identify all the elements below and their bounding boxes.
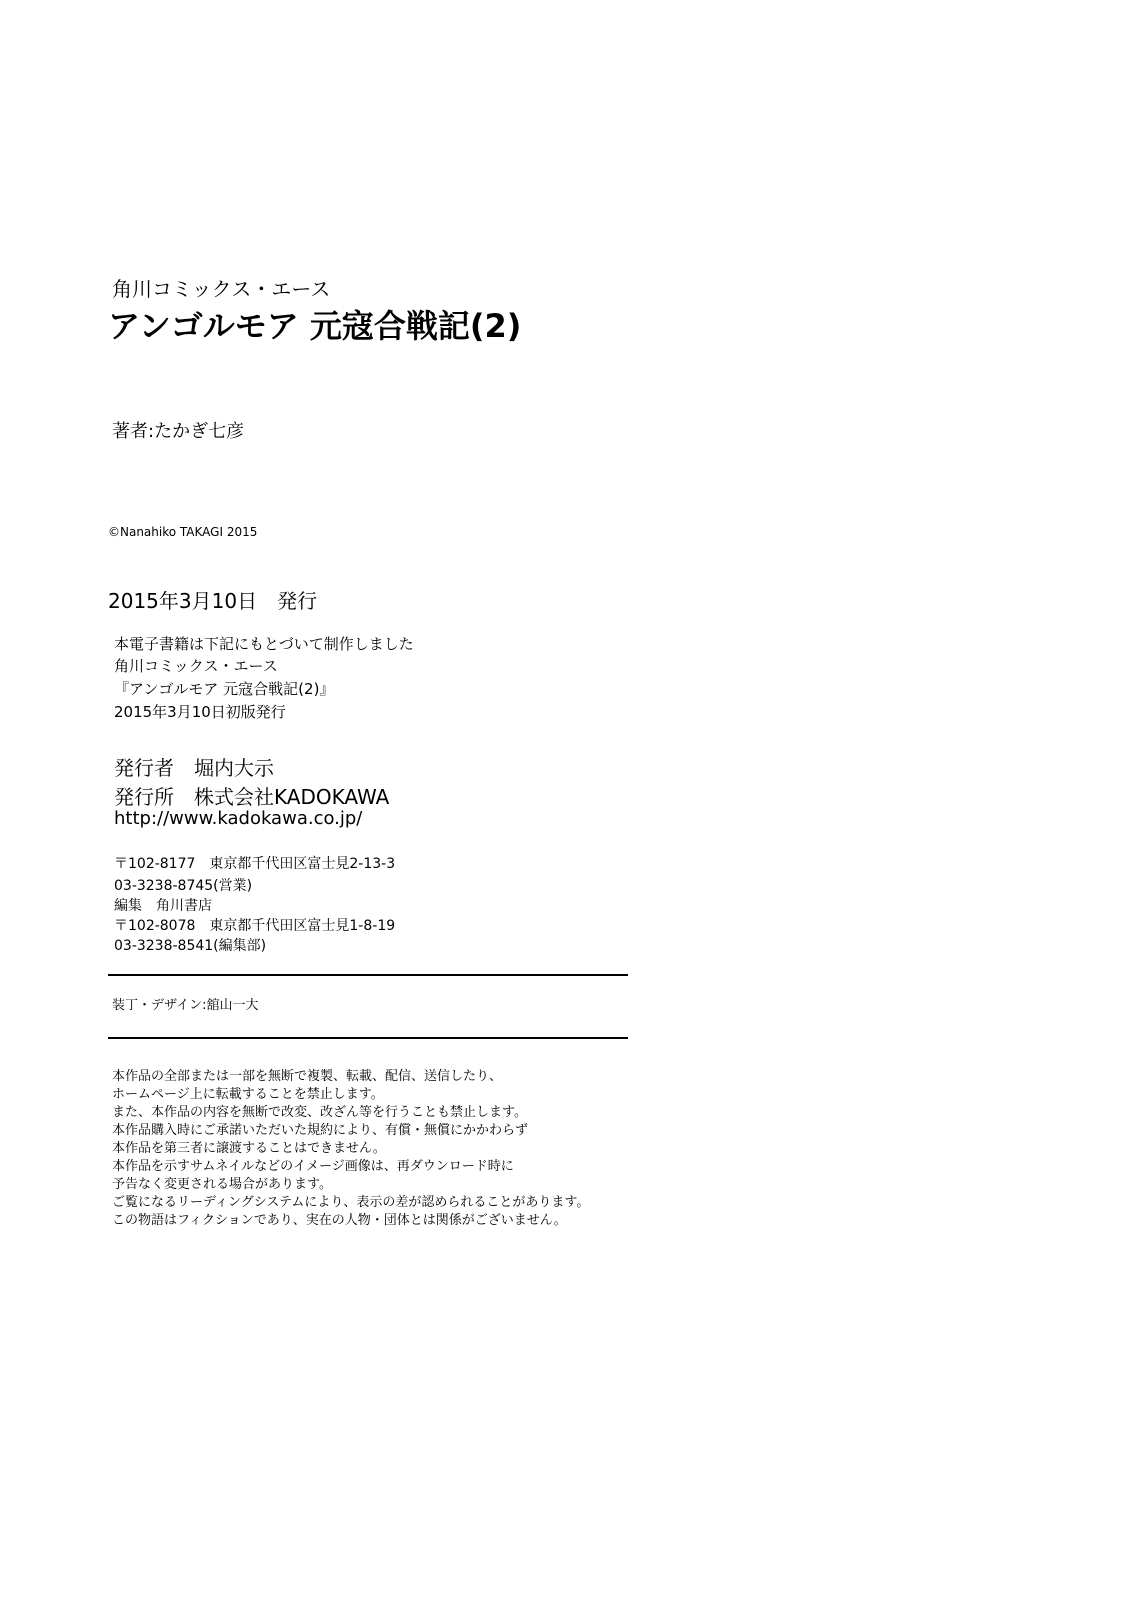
source-note-line: 『アンゴルモア 元寇合戦記(2)』 xyxy=(114,680,335,698)
notice-line: 予告なく変更される場合があります。 xyxy=(112,1177,332,1192)
notice-line: この物語はフィクションであり、実在の人物・団体とは関係がございません。 xyxy=(112,1213,567,1228)
series-label: 角川コミックス・エース xyxy=(112,277,331,301)
publisher-person: 発行者 堀内大示 xyxy=(114,756,274,780)
notice-line: ホームページ上に転載することを禁止します。 xyxy=(112,1087,384,1102)
source-note-line: 2015年3月10日初版発行 xyxy=(114,703,286,721)
address-line: 03-3238-8745(営業) xyxy=(114,878,253,894)
publisher-url[interactable]: http://www.kadokawa.co.jp/ xyxy=(114,808,363,829)
address-line: 03-3238-8541(編集部) xyxy=(114,938,267,954)
design-credit: 装丁・デザイン:舘山一大 xyxy=(112,998,259,1013)
source-note-line: 角川コミックス・エース xyxy=(114,657,278,675)
publish-date: 2015年3月10日 発行 xyxy=(108,589,318,613)
notice-line: ご覧になるリーディングシステムにより、表示の差が認められることがあります。 xyxy=(112,1195,590,1210)
notice-line: 本作品の全部または一部を無断で複製、転載、配信、送信したり、 xyxy=(112,1069,503,1084)
author-line: 著者:たかぎ七彦 xyxy=(112,421,245,442)
publisher-company: 発行所 株式会社KADOKAWA xyxy=(114,785,390,809)
book-title: アンゴルモア 元寇合戦記(2) xyxy=(108,307,522,345)
address-line: 編集 角川書店 xyxy=(114,898,212,914)
divider-bottom xyxy=(108,1037,628,1039)
address-line: 〒102-8078 東京都千代田区富士見1-8-19 xyxy=(114,918,396,934)
notice-line: 本作品を第三者に譲渡することはできません。 xyxy=(112,1141,386,1156)
divider-top xyxy=(108,974,628,976)
source-note-line: 本電子書籍は下記にもとづいて制作しました xyxy=(114,635,414,653)
notice-line: また、本作品の内容を無断で改変、改ざん等を行うことも禁止します。 xyxy=(112,1105,527,1120)
address-line: 〒102-8177 東京都千代田区富士見2-13-3 xyxy=(114,856,396,872)
notice-line: 本作品を示すサムネイルなどのイメージ画像は、再ダウンロード時に xyxy=(112,1159,514,1174)
notice-line: 本作品購入時にご承諾いただいた規約により、有償・無償にかかわらず xyxy=(112,1123,529,1138)
copyright-line: ©Nanahiko TAKAGI 2015 xyxy=(108,525,258,539)
